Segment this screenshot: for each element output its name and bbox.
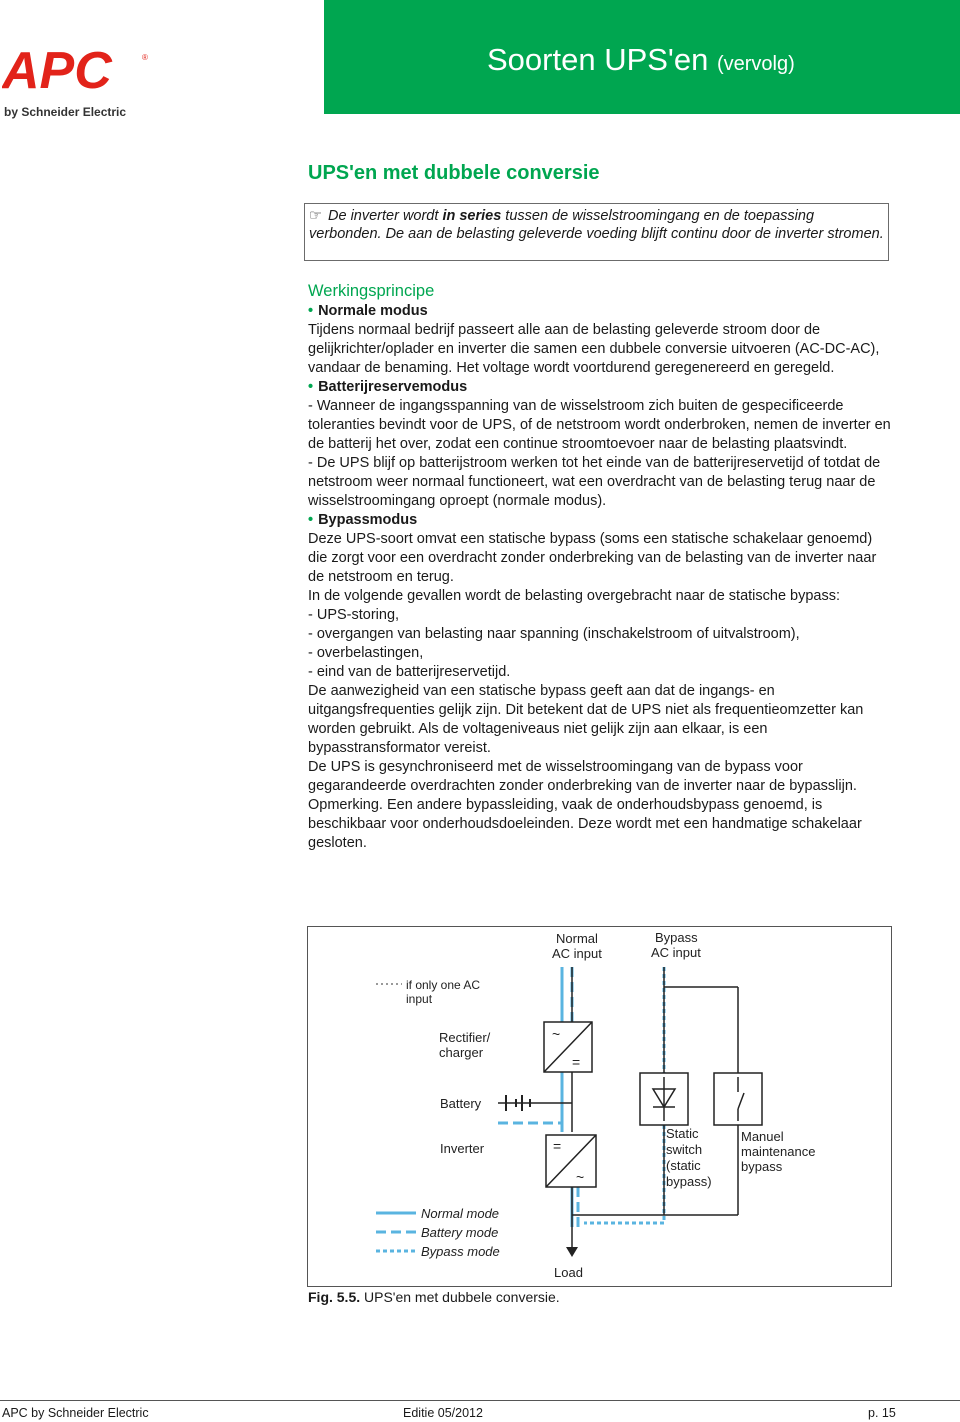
page-title: Soorten UPS'en (vervolg) bbox=[487, 42, 795, 77]
svg-text:Load: Load bbox=[554, 1265, 583, 1280]
footer-left: APC by Schneider Electric bbox=[2, 1406, 149, 1420]
apc-logo-text: APC bbox=[2, 44, 112, 100]
svg-text:Bypass mode: Bypass mode bbox=[421, 1244, 500, 1259]
svg-text:Rectifier/: Rectifier/ bbox=[439, 1030, 491, 1045]
svg-text:®: ® bbox=[142, 53, 148, 62]
svg-text:AC input: AC input bbox=[651, 945, 701, 960]
subsection-title: Werkingsprincipe bbox=[308, 282, 435, 300]
svg-text:bypass: bypass bbox=[741, 1159, 783, 1174]
footer-edition: Editie 05/2012 bbox=[403, 1406, 483, 1420]
svg-text:~: ~ bbox=[576, 1169, 585, 1185]
svg-text:bypass): bypass) bbox=[666, 1174, 712, 1189]
svg-text:Normal: Normal bbox=[556, 931, 598, 946]
apc-logo bbox=[2, 44, 152, 120]
svg-text:Static: Static bbox=[666, 1126, 699, 1141]
section-title: UPS'en met dubbele conversie bbox=[308, 162, 600, 184]
svg-text:~: ~ bbox=[552, 1026, 561, 1042]
battery-mode-text-1: - Wanneer de ingangsspanning van de wisselstroom zich buiten de gespecificeerde toleranties bevindt voor de UPS, of de netstroom wordt onderbroken, nemen de inverter en de batterij het over, zodat een continue stroomtoevoer naar de belasting plaatsvindt. bbox=[308, 398, 891, 452]
svg-text:Battery mode: Battery mode bbox=[421, 1225, 499, 1240]
static-switch-icon bbox=[640, 1073, 688, 1125]
figure-caption: Fig. 5.5. UPS'en met dubbele conversie. bbox=[308, 1289, 560, 1305]
bullet-icon: • bbox=[308, 512, 314, 528]
footer-page: p. 15 bbox=[868, 1406, 896, 1420]
svg-text:Manuel: Manuel bbox=[741, 1129, 784, 1144]
pointing-hand-icon: ☞ bbox=[309, 208, 322, 224]
svg-text:maintenance: maintenance bbox=[741, 1144, 816, 1159]
bullet-icon: • bbox=[308, 379, 314, 395]
svg-text:Inverter: Inverter bbox=[440, 1141, 485, 1156]
battery-mode-text-2: - De UPS blijf op batterijstroom werken tot het einde van de batterijreservetijd of totdat de netstroom weer normaal functioneert, wat een overdracht van de belasting terug naar de wisselstroomingang oproept (normale modus). bbox=[308, 455, 881, 509]
ups-diagram bbox=[307, 926, 892, 1287]
svg-text:charger: charger bbox=[439, 1045, 484, 1060]
normal-mode-text: Tijdens normaal bedrijf passeert alle aan de belasting geleverde stroom door de gelijkrichter/oplader en inverter die samen een dubbele conversie uitvoeren (AC-DC-AC), vandaar de benaming. Het voltage wordt voortdurend geregenereerd en geregeld. bbox=[308, 322, 880, 376]
svg-text:AC input: AC input bbox=[552, 946, 602, 961]
body-text: Werkingsprincipe • Normale modus Tijdens normaal bedrijf passeert alle aan de belasting geleverde stroom door de gelijkrichter/oplader en inverter die samen een dubbele conversie uitvoeren (AC-DC-AC), vandaar de benaming. Het voltage wordt voortdurend geregenereerd en geregeld. • Batterijreservemodus - Wanneer de ingangsspanning van de wisselstroom zich buiten de gespecificeerde toleranties bevindt voor de UPS, of de netstroom wordt onderbroken, nemen de inverter en de batterij het over, zodat een continue stroomtoevoer naar de belasting plaatsvindt. - De UPS blijf op batterijstroom werken tot het einde van de batterijreservetijd of totdat de netstroom weer normaal functioneert, wat een overdracht van de belasting terug naar de wisselstroomingang oproept (normale modus). • Bypassmodus Deze UPS-soort omvat een statische bypass (soms een statische schakelaar genoemd) die zorgt voor een overdracht zonder onderbreking van de belasting van de inverter naar de netstroom en terug. In de volgende gevallen wordt de belasting overgebracht naar de statische bypass: - UPS-storing, - overgangen van belasting naar spanning (inschakelstroom of uitvalstroom), - overbelastingen, - eind van de batterijreservetijd. De aanwezigheid van een statische bypass geeft aan dat de ingangs- en uitgangsfrequenties gelijk zijn. Dit betekent dat de UPS niet als frequentieomzetter kan worden gebruikt. Als de voltageniveaus niet gelijk zijn aan elkaar, is een bypasstransformator vereist. De UPS is gesynchroniseerd met de wisselstroomingang van de bypass voor gegarandeerde overdrachten zonder onderbreking van de inverter naar de bypasslijn. Opmerking. Een andere bypassleiding, vaak de onderhoudsbypass genoemd, is beschikbaar voor onderhoudsdoeleinden. Deze wordt met een handmatige schakelaar gesloten. bbox=[308, 282, 891, 851]
svg-text:Battery: Battery bbox=[440, 1096, 482, 1111]
schneider-logo-text: by Schneider Electric bbox=[4, 105, 127, 119]
svg-text:=: = bbox=[553, 1138, 562, 1154]
svg-text:if only one AC: if only one AC bbox=[406, 978, 481, 992]
svg-text:=: = bbox=[572, 1054, 581, 1070]
bullet-icon: • bbox=[308, 303, 314, 319]
svg-text:Normal mode: Normal mode bbox=[421, 1206, 500, 1221]
svg-text:Bypass: Bypass bbox=[655, 930, 698, 945]
note-box: ☞ De inverter wordt in series tussen de wisselstroomingang en de toepassing verbonden. De aan de belasting geleverde voeding blijft continu door de inverter stromen. bbox=[304, 203, 889, 261]
svg-text:input: input bbox=[406, 992, 433, 1006]
svg-text:switch: switch bbox=[666, 1142, 703, 1157]
svg-text:(static: (static bbox=[666, 1158, 701, 1173]
manual-bypass-icon bbox=[714, 1073, 762, 1125]
footer-divider bbox=[0, 1400, 960, 1401]
